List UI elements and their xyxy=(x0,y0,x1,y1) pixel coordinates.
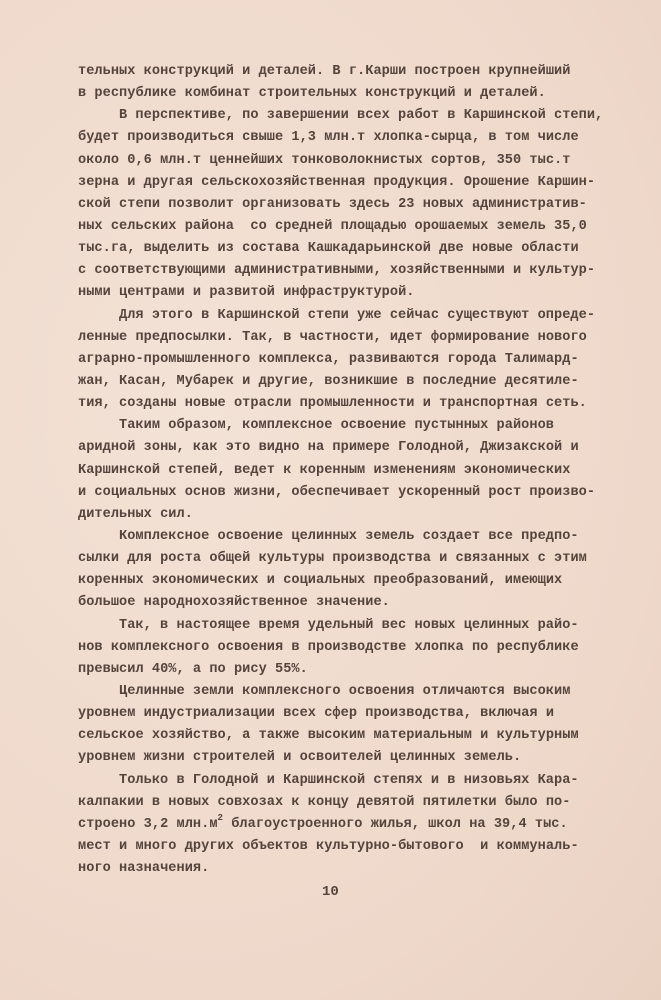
text-line: В перспективе, по завершении всех работ в Каршинской степи, xyxy=(119,108,604,124)
text-line: ными центрами и развитой инфраструктурой. xyxy=(78,285,415,301)
text-line: ской степи позволит организовать здесь 23 новых административ- xyxy=(78,196,587,212)
text-fragment: строено 3,2 млн.м xyxy=(78,816,218,832)
text-line: Комплексное освоение целинных земель создает все предпо- xyxy=(119,528,579,544)
text-line: Каршинской степей, ведет к коренным изменениям экономических xyxy=(78,462,571,478)
text-line: аграрно-промышленного комплекса, развиваются города Талимард- xyxy=(78,351,579,367)
text-fragment: благоустроенного жилья, школ на 39,4 тыс. xyxy=(222,816,568,832)
text-line: жан, Касан, Мубарек и другие, возникшие в последние десятиле- xyxy=(78,373,579,389)
text-line: уровнем жизни строителей и освоителей целинных земель. xyxy=(78,750,522,766)
text-line: мест и много других объектов культурно-бытового и коммуналь- xyxy=(78,838,579,854)
text-line: нов комплексного освоения в производстве хлопка по республике xyxy=(78,639,579,655)
text-line: в республике комбинат строительных конструкций и деталей. xyxy=(78,86,546,102)
text-line: около 0,6 млн.т ценнейших тонковолокнистых сортов, 350 тыс.т xyxy=(78,152,571,168)
text-line: Для этого в Каршинской степи уже сейчас существуют опреде- xyxy=(119,307,596,323)
text-line: и социальных основ жизни, обеспечивает ускоренный рост произво- xyxy=(78,484,596,500)
text-line: тия, созданы новые отрасли промышленности и транспортная сеть. xyxy=(78,396,587,412)
text-line: калпакии в новых совхозах к концу девятой пятилетки было по- xyxy=(78,794,571,810)
text-line xyxy=(78,814,648,836)
text-line: дительных сил. xyxy=(78,506,193,522)
text-line: сельское хозяйство, а также высоким материальным и культурным xyxy=(78,728,579,744)
text-line: сылки для роста общей культуры производства и связанных с этим xyxy=(78,551,587,567)
text-line: ных сельских района со средней площадью орошаемых земель 35,0 xyxy=(78,218,587,234)
text-line: коренных экономических и социальных преобразований, имеющих xyxy=(78,573,563,589)
text-line: тельных конструкций и деталей. В г.Карши построен крупнейший xyxy=(78,64,571,79)
text-line: аридной зоны, как это видно на примере Голодной, Джизакской и xyxy=(78,440,579,456)
text-line: Только в Голодной и Каршинской степях и в низовьях Кара- xyxy=(119,772,579,788)
page-number: 10 xyxy=(322,884,339,900)
text-line: тыс.га, выделить из состава Кашкадарьинской две новые области xyxy=(78,241,579,257)
text-line: Таким образом, комплексное освоение пустынных районов xyxy=(119,418,555,434)
document-body xyxy=(78,61,648,880)
text-line: ленные предпосылки. Так, в частности, идет формирование нового xyxy=(78,329,587,345)
text-line: Целинные земли комплексного освоения отличаются высоким xyxy=(119,683,571,699)
text-line: зерна и другая сельскохозяйственная продукция. Орошение Каршин- xyxy=(78,174,596,190)
text-line: ного назначения. xyxy=(78,861,210,877)
text-line: с соответствующими административными, хозяйственными и культур- xyxy=(78,263,596,279)
text-line: будет производиться свыше 1,3 млн.т хлопка-сырца, в том числе xyxy=(78,130,579,146)
text-line: превысил 40%, а по рису 55%. xyxy=(78,661,308,677)
text-line: большое народнохозяйственное значение. xyxy=(78,595,390,611)
text-line: уровнем индустриализации всех сфер производства, включая и xyxy=(78,706,555,722)
superscript: 2 xyxy=(217,812,223,823)
text-line: Так, в настоящее время удельный вес новых целинных райо- xyxy=(119,617,579,633)
